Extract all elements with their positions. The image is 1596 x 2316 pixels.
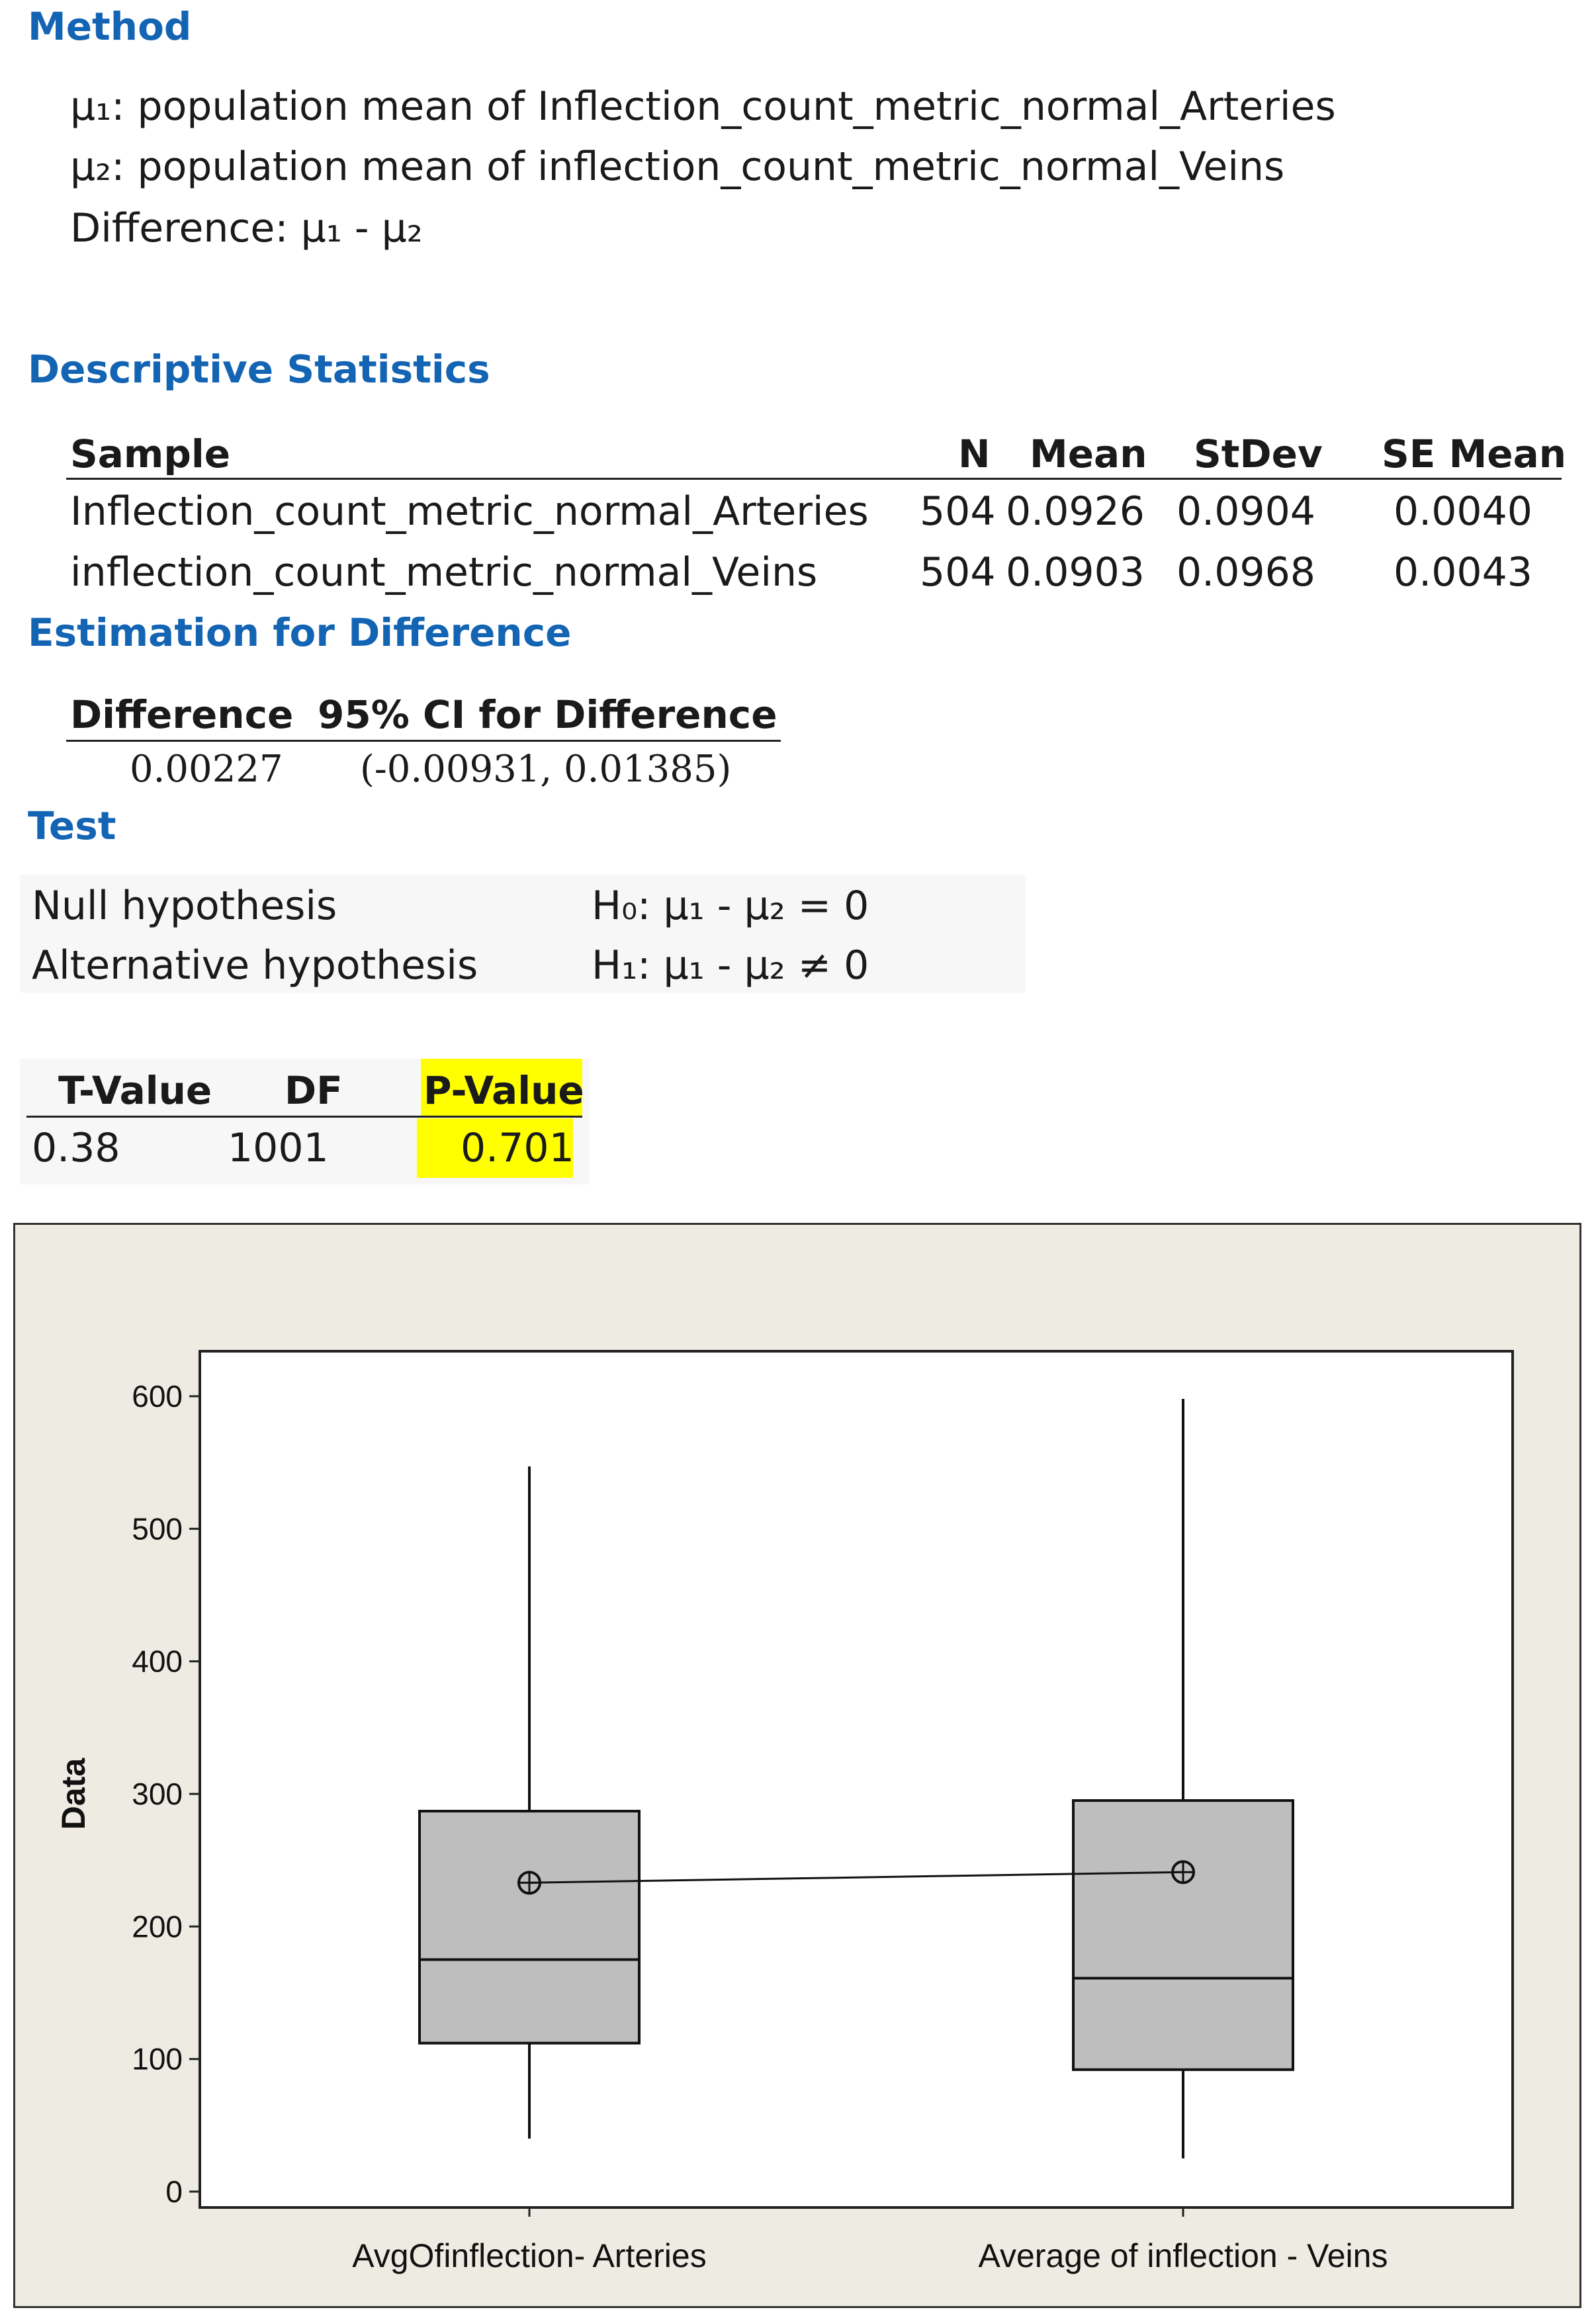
y-tick-label-100: 100 (132, 2041, 183, 2076)
col-header-stdev: StDev (1194, 431, 1323, 476)
x-tick-label-2: Average of inflection - Veins (978, 2237, 1388, 2274)
row1-stdev: 0.0904 (1176, 488, 1315, 535)
test-heading: Test (28, 803, 116, 848)
col-header-mean: Mean (1030, 431, 1147, 476)
y-tick-label-600: 600 (132, 1379, 183, 1413)
alternative-hypothesis-label: Alternative hypothesis (32, 942, 478, 989)
col-header-p-value: P-Value (423, 1068, 584, 1113)
estimation-heading: Estimation for Difference (28, 610, 572, 655)
p-value: 0.701 (461, 1125, 574, 1171)
col-header-t-value: T-Value (58, 1068, 212, 1113)
descriptive-statistics-heading: Descriptive Statistics (28, 347, 490, 392)
col-header-df: DF (285, 1068, 343, 1113)
y-tick-label-0: 0 (165, 2174, 183, 2209)
row1-mean: 0.0926 (1006, 488, 1145, 535)
mu1-description: μ₁: population mean of Inflection_count_metric_normal_Arteries (70, 83, 1336, 130)
alternative-hypothesis-value: H₁: μ₁ - μ₂ ≠ 0 (592, 942, 869, 989)
col-header-se-mean: SE Mean (1382, 431, 1567, 476)
row2-stdev: 0.0968 (1176, 549, 1315, 596)
y-axis-label: Data (55, 1758, 92, 1830)
col-header-sample: Sample (70, 431, 231, 476)
df-value: 1001 (228, 1125, 329, 1171)
ci-value: (-0.00931, 0.01385) (360, 748, 732, 791)
row2-sample: inflection_count_metric_normal_Veins (70, 549, 818, 596)
col-header-difference: Difference (70, 692, 294, 737)
row2-se-mean: 0.0043 (1394, 549, 1532, 596)
col-header-n: N (958, 431, 991, 476)
difference-definition: Difference: μ₁ - μ₂ (70, 205, 423, 251)
t-value: 0.38 (32, 1125, 120, 1171)
y-tick-label-200: 200 (132, 1909, 183, 1944)
row1-n: 504 (920, 488, 996, 535)
row2-mean: 0.0903 (1006, 549, 1145, 596)
row2-n: 504 (920, 549, 996, 596)
y-tick-label-300: 300 (132, 1777, 183, 1811)
difference-value: 0.00227 (130, 748, 283, 791)
box-1 (420, 1811, 639, 2043)
y-tick-label-500: 500 (132, 1511, 183, 1546)
y-tick-label-400: 400 (132, 1644, 183, 1679)
row1-sample: Inflection_count_metric_normal_Arteries (70, 488, 869, 535)
method-heading: Method (28, 4, 192, 49)
mu2-description: μ₂: population mean of inflection_count_metric_normal_Veins (70, 144, 1285, 190)
x-tick-label-1: AvgOfinflection- Arteries (352, 2237, 707, 2274)
null-hypothesis-value: H₀: μ₁ - μ₂ = 0 (592, 883, 869, 929)
row1-se-mean: 0.0040 (1394, 488, 1532, 535)
plot-area (200, 1351, 1513, 2207)
col-header-ci: 95% CI for Difference (318, 692, 777, 737)
null-hypothesis-label: Null hypothesis (32, 883, 337, 929)
box-2 (1073, 1801, 1293, 2070)
